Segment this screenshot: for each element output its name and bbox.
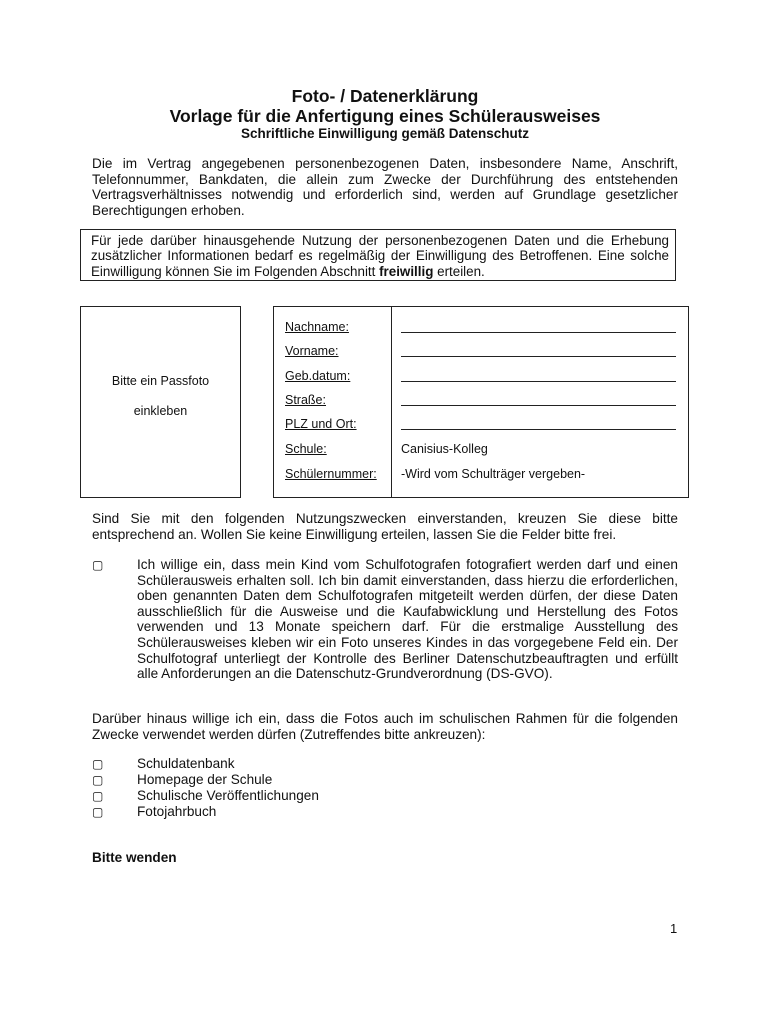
gebdatum-field[interactable] — [401, 381, 676, 382]
nachname-label: Nachname: — [285, 320, 349, 334]
form-row-strasse — [274, 393, 688, 413]
form-row-gebdatum — [274, 369, 688, 389]
photo-instruction-line2: einkleben — [133, 404, 188, 418]
form-row-schuelernummer — [274, 467, 688, 487]
form-row-schule — [274, 442, 688, 462]
option-label-fotojahrbuch: Fotojahrbuch — [137, 804, 217, 819]
schuelernummer-label: Schülernummer: — [285, 467, 377, 481]
option-checkbox-fotojahrbuch[interactable]: ▢ — [92, 805, 104, 819]
page-number: 1 — [670, 921, 678, 936]
page-subheading: Schriftliche Einwilligung gemäß Datenschutz — [240, 126, 530, 141]
option-label-schuldatenbank: Schuldatenbank — [137, 756, 235, 771]
form-row-plz-ort — [274, 417, 688, 437]
form-row-vorname — [274, 344, 688, 364]
gebdatum-label: Geb.datum: — [285, 369, 351, 383]
intro-paragraph: Die im Vertrag angegebenen personenbezogenen Daten, insbesondere Name, Anschrift, Telefonnummer, Bankdaten, die allein zum Zwecke der Durchführung des entstehenden Vertragsverhältnisses notwendig und erforderlich sind, werden auf Grundlage gesetzlicher Berechtigungen erhoben. — [92, 156, 678, 218]
schule-value: Canisius-Kolleg — [401, 442, 488, 456]
vorname-field[interactable] — [401, 356, 676, 357]
option-label-homepage: Homepage der Schule — [137, 772, 273, 787]
vorname-label: Vorname: — [285, 344, 339, 358]
additional-consent-paragraph: Darüber hinaus willige ich ein, dass die Fotos auch im schulischen Rahmen für die folgenden Zwecke verwendet werden dürfen (Zutreffendes bitte ankreuzen): — [92, 711, 678, 742]
consent-checkbox[interactable]: ▢ — [92, 558, 104, 572]
option-checkbox-veroeffentlichungen[interactable]: ▢ — [92, 789, 104, 803]
nachname-field[interactable] — [401, 332, 676, 333]
notice-box — [80, 229, 676, 281]
please-turn-over: Bitte wenden — [92, 850, 177, 865]
schuelernummer-value: -Wird vom Schulträger vergeben- — [401, 467, 586, 481]
strasse-label: Straße: — [285, 393, 326, 407]
passport-photo-field[interactable] — [80, 306, 241, 498]
photo-instruction-line1: Bitte ein Passfoto — [111, 374, 210, 388]
consent-question: Sind Sie mit den folgenden Nutzungszwecken einverstanden, kreuzen Sie diese bitte entsprechend an. Wollen Sie keine Einwilligung erteilen, lassen Sie die Felder bitte frei. — [92, 511, 678, 542]
page-title: Foto- / Datenerklärung — [291, 86, 479, 106]
personal-data-form — [273, 306, 689, 498]
notice-text-after: erteilen. — [433, 263, 485, 279]
notice-text-before: Für jede darüber hinausgehende Nutzung der personenbezogenen Daten und die Erhebung zusätzlicher Informationen bedarf es regelmäßig der Einwilligung des Betroffenen. Eine solche Einwilligung können Sie im Folgenden Abschnitt — [91, 233, 669, 279]
consent-paragraph: Ich willige ein, dass mein Kind vom Schulfotografen fotografiert werden darf und einen Schülerausweis erhalten soll. Ich bin damit einverstanden, dass hierzu die erforderlichen, oben genannten Daten dem Schulfotografen mitgeteilt werden dürfen, der diese Daten ausschließlich für die Ausweise und die Kaufabwicklung und Herstellung des Fotos verwenden und 13 Monate speichern darf. Für die erstmalige Ausstellung des Schülerausweises kleben wir ein Foto unseres Kindes in das vorgegebene Feld ein. Der Schulfotograf unterliegt der Kontrolle des Berliner Datenschutzbeauftragten und erfüllt alle Anforderungen an die Datenschutz-Grundverordnung (DS-GVO). — [137, 557, 678, 682]
notice-emphasis: freiwillig — [379, 263, 434, 279]
strasse-field[interactable] — [401, 405, 676, 406]
option-checkbox-homepage[interactable]: ▢ — [92, 773, 104, 787]
page-subtitle: Vorlage für die Anfertigung eines Schülerausweises — [169, 106, 601, 126]
plz-ort-label: PLZ und Ort: — [285, 417, 357, 431]
plz-ort-field[interactable] — [401, 429, 676, 430]
form-row-nachname — [274, 320, 688, 340]
option-label-veroeffentlichungen: Schulische Veröffentlichungen — [137, 788, 319, 803]
option-checkbox-schuldatenbank[interactable]: ▢ — [92, 757, 104, 771]
schule-label: Schule: — [285, 442, 327, 456]
